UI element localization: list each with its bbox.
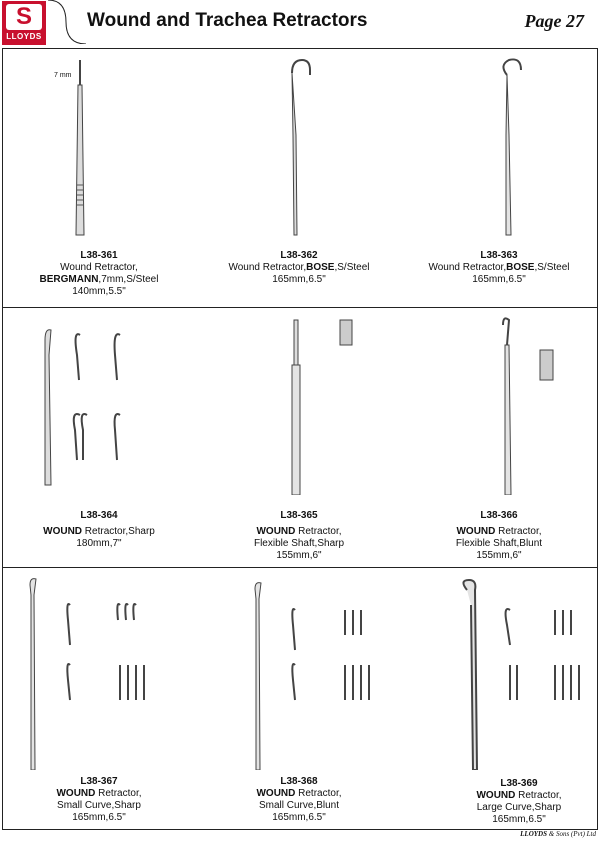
caption-line-2: 165mm,6.5" <box>472 274 526 285</box>
caption-line-2: 180mm,7" <box>76 538 122 549</box>
caption-line-3: 155mm,6" <box>476 550 522 561</box>
caption-line-1: Wound Retractor,BOSE,S/Steel <box>228 262 370 273</box>
instrument-image-l38-366 <box>495 315 575 495</box>
product-caption <box>200 776 398 824</box>
product-caption <box>0 510 198 550</box>
instrument-image-l38-368 <box>245 575 385 770</box>
logo-letter: S <box>6 4 42 30</box>
product-caption <box>400 510 598 562</box>
caption-line-2: 165mm,6.5" <box>272 274 326 285</box>
caption-line-1: WOUND Retractor, <box>456 526 542 537</box>
row-divider <box>2 307 598 308</box>
product-code: L38-367 <box>80 776 118 787</box>
caption-line-1: WOUND Retractor, <box>476 790 562 801</box>
instrument-image-l38-363 <box>495 55 535 245</box>
product-code: L38-365 <box>280 510 318 521</box>
footer-rest: & Sons (Pvt) Ltd <box>547 830 596 838</box>
product-caption <box>400 250 598 286</box>
instrument-image-l38-364 <box>35 325 145 495</box>
instrument-image-l38-365 <box>280 315 360 495</box>
caption-line-1: Wound Retractor, <box>60 262 138 273</box>
product-code: L38-368 <box>280 776 318 787</box>
caption-line-3: 155mm,6" <box>276 550 322 561</box>
product-code: L38-369 <box>500 778 538 789</box>
caption-line-1: WOUND Retractor, <box>56 788 142 799</box>
product-caption <box>0 250 198 298</box>
instrument-image-l38-362 <box>280 55 320 245</box>
caption-line-3: 140mm,5.5" <box>72 286 126 297</box>
footer-company <box>520 830 596 838</box>
row-divider <box>2 567 598 568</box>
product-code: L38-363 <box>480 250 518 261</box>
caption-line-2: Small Curve,Blunt <box>258 800 340 811</box>
caption-line-2: Flexible Shaft,Blunt <box>455 538 543 549</box>
caption-line-2: Large Curve,Sharp <box>476 802 562 813</box>
product-code: L38-366 <box>480 510 518 521</box>
caption-line-1: WOUND Retractor,Sharp <box>43 526 155 537</box>
size-annotation: 7 mm <box>54 72 72 79</box>
product-code: L38-362 <box>280 250 318 261</box>
lloyds-logo <box>2 1 46 45</box>
page-title: Wound and Trachea Retractors <box>87 10 368 31</box>
caption-line-1: Wound Retractor,BOSE,S/Steel <box>428 262 570 273</box>
instrument-image-l38-361 <box>60 55 100 245</box>
logo-word: LLOYDS <box>6 32 42 41</box>
product-caption <box>420 778 600 826</box>
product-code: L38-361 <box>80 250 118 261</box>
page-header <box>0 0 600 44</box>
caption-line-1: WOUND Retractor, <box>256 788 342 799</box>
instrument-image-l38-369 <box>455 575 595 770</box>
caption-line-2: Flexible Shaft,Sharp <box>253 538 345 549</box>
caption-line-3: 165mm,6.5" <box>72 812 126 823</box>
instrument-image-l38-367 <box>20 575 160 770</box>
caption-line-2: Small Curve,Sharp <box>57 800 141 811</box>
product-caption <box>200 250 398 286</box>
caption-line-2: BERGMANN,7mm,S/Steel <box>39 274 159 285</box>
product-caption <box>200 510 398 562</box>
caption-line-3: 165mm,6.5" <box>492 814 546 825</box>
product-code: L38-364 <box>80 510 118 521</box>
caption-line-1: WOUND Retractor, <box>256 526 342 537</box>
page-number: Page 27 <box>524 11 584 31</box>
product-caption <box>0 776 198 824</box>
caption-line-3: 165mm,6.5" <box>272 812 326 823</box>
footer-brand: LLOYDS <box>520 830 547 838</box>
